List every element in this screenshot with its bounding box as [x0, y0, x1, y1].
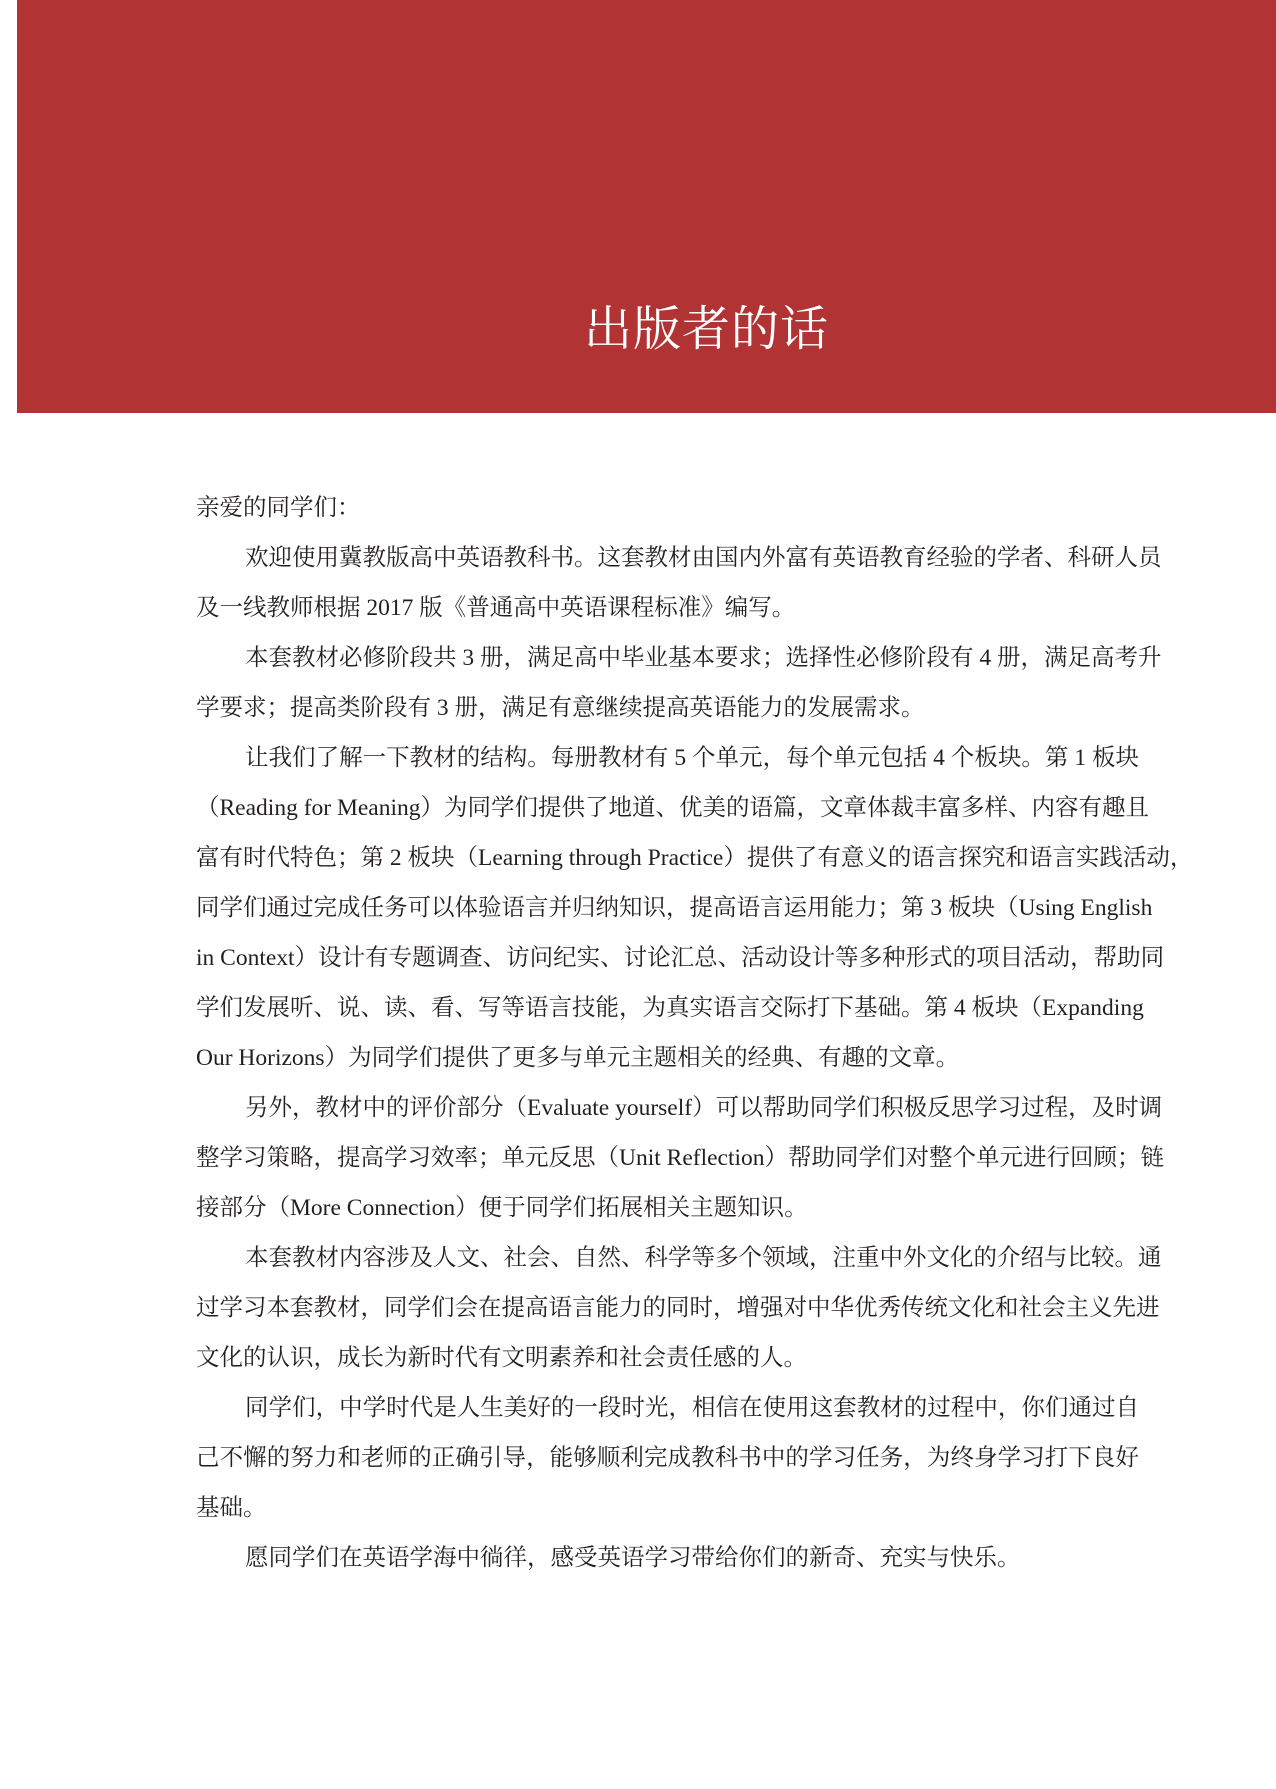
paragraph	[196, 1233, 1162, 1383]
header-banner	[17, 0, 1276, 413]
paragraph-line: 接部分（More Connection）便于同学们拓展相关主题知识。	[196, 1195, 808, 1221]
paragraph-line: 己不懈的努力和老师的正确引导，能够顺利完成教科书中的学习任务，为终身学习打下良好	[196, 1445, 1139, 1471]
paragraph-line: 本套教材必修阶段共 3 册，满足高中毕业基本要求；选择性必修阶段有 4 册，满足高考升	[245, 645, 1162, 671]
paragraph-line: 整学习策略，提高学习效率；单元反思（Unit Reflection）帮助同学们对整个单元进行回顾；链	[196, 1145, 1165, 1171]
paragraph-line: Our Horizons）为同学们提供了更多与单元主题相关的经典、有趣的文章。	[196, 1045, 960, 1071]
paragraph	[196, 633, 1162, 733]
greeting: 亲爱的同学们：	[196, 495, 361, 521]
paragraph-line: 让我们了解一下教材的结构。每册教材有 5 个单元，每个单元包括 4 个板块。第 1 板块	[245, 745, 1139, 771]
paragraph-line: 同学们通过完成任务可以体验语言并归纳知识，提高语言运用能力；第 3 板块（Using English	[196, 895, 1153, 921]
paragraph-line: （Reading for Meaning）为同学们提供了地道、优美的语篇，文章体裁丰富多样、内容有趣且	[196, 795, 1149, 821]
paragraph-line: 同学们，中学时代是人生美好的一段时光，相信在使用这套教材的过程中，你们通过自	[245, 1395, 1139, 1421]
paragraph-line: 及一线教师根据 2017 版《普通高中英语课程标准》编写。	[196, 595, 796, 621]
paragraph	[196, 1083, 1165, 1233]
letter-body	[196, 483, 1194, 1583]
paragraph	[196, 733, 1194, 1083]
paragraph	[196, 533, 1162, 633]
paragraph-line: 学们发展听、说、读、看、写等语言技能，为真实语言交际打下基础。第 4 板块（Expanding	[196, 995, 1144, 1021]
paragraph	[196, 1383, 1139, 1533]
paragraph-line: 学要求；提高类阶段有 3 册，满足有意继续提高英语能力的发展需求。	[196, 695, 925, 721]
paragraph-line: in Context）设计有专题调查、访问纪实、讨论汇总、活动设计等多种形式的项目活动，帮助同	[196, 945, 1165, 971]
paragraph-line: 过学习本套教材，同学们会在提高语言能力的同时，增强对中华优秀传统文化和社会主义先进	[196, 1295, 1160, 1321]
paragraph-line: 文化的认识，成长为新时代有文明素养和社会责任感的人。	[196, 1345, 807, 1371]
paragraph-line: 本套教材内容涉及人文、社会、自然、科学等多个领域，注重中外文化的介绍与比较。通	[245, 1245, 1162, 1271]
paragraph-line: 欢迎使用冀教版高中英语教科书。这套教材由国内外富有英语教育经验的学者、科研人员	[245, 545, 1162, 571]
paragraph-line: 愿同学们在英语学海中徜徉，感受英语学习带给你们的新奇、充实与快乐。	[245, 1545, 1021, 1571]
page-title: 出版者的话	[583, 301, 829, 357]
paragraph-line: 基础。	[196, 1495, 267, 1521]
paragraph-line: 另外，教材中的评价部分（Evaluate yourself）可以帮助同学们积极反思学习过程，及时调	[245, 1095, 1163, 1121]
paragraph-line: 富有时代特色；第 2 板块（Learning through Practice）提供了有意义的语言探究和语言实践活动，	[196, 845, 1194, 871]
paragraph	[196, 1533, 1139, 1583]
